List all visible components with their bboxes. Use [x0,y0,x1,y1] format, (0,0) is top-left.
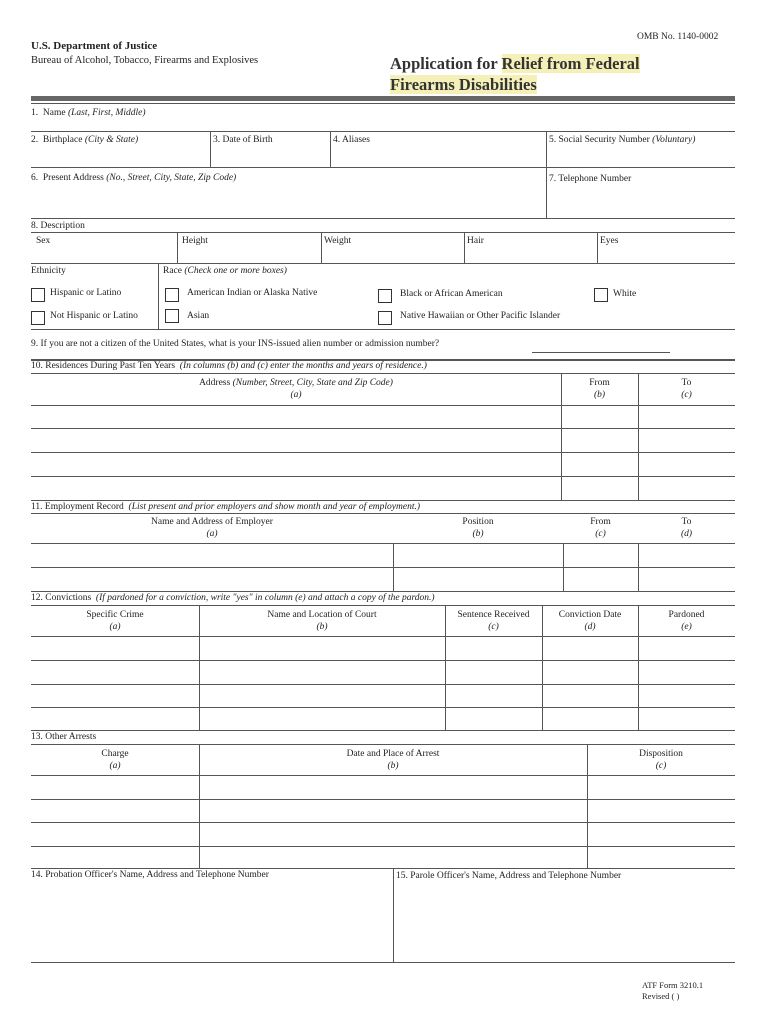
aliases-input[interactable] [333,148,543,164]
col-heading: From [590,517,611,527]
birthplace-input[interactable] [31,148,207,164]
rule [561,373,562,500]
department-name: U.S. Department of Justice [31,40,158,52]
title-part-1: Application for [390,54,502,73]
col-letter: (b) [387,761,399,771]
col-heading: Address [199,378,231,388]
employment-col-from [563,516,638,540]
eyes-input[interactable] [600,248,735,261]
header-rule-thin [31,103,735,104]
alien-number-input[interactable] [532,340,670,353]
col-letter: (a) [109,761,121,771]
telephone-input[interactable] [549,186,735,214]
rule [177,232,178,263]
white-label: White [613,289,637,299]
desc-sex: Sex [36,236,51,246]
rule [638,605,639,730]
rule [199,605,200,730]
col-heading: Charge [101,749,129,759]
white-checkbox[interactable] [594,288,608,302]
col-heading: Date and Place of Arrest [346,749,440,759]
col-letter: (b) [472,529,484,539]
field-5-title: 5. Social Security Number [549,135,650,145]
residences-entry-area[interactable] [31,406,561,500]
field-8-label: 8. Description [31,221,85,231]
col-letter: (a) [290,390,302,400]
address-input[interactable] [31,186,541,214]
race-title: Race [163,266,182,276]
field-6-title: Present Address [42,173,104,183]
convictions-col-crime [31,609,199,633]
employment-col-employer [31,516,393,540]
employment-col-to [638,516,735,540]
col-letter: (a) [109,622,121,632]
desc-weight: Weight [324,236,352,246]
col-heading: Conviction Date [558,610,622,620]
col-letter: (e) [681,622,692,632]
field-3-label: 3. Date of Birth [213,135,273,145]
convictions-col-date [542,609,638,633]
col-letter: (b) [593,390,606,400]
ssn-input[interactable] [549,148,735,164]
employment-col-position [393,516,563,540]
rule [31,605,735,606]
rule [321,232,322,263]
rule [31,500,735,501]
rule [587,744,588,868]
sex-input[interactable] [36,248,174,261]
hair-input[interactable] [467,248,594,261]
form-id: ATF Form 3210.1 [642,980,704,990]
american-indian-checkbox[interactable] [165,288,179,302]
rule [597,232,598,263]
name-input[interactable] [31,119,735,131]
desc-eyes: Eyes [600,236,619,246]
col-letter: (d) [584,622,596,632]
col-heading: To [681,517,692,527]
arrests-col-disposition [587,748,735,772]
field-1-label [31,108,146,118]
weight-input[interactable] [324,248,461,261]
residences-col-address [31,377,561,401]
col-letter: (c) [681,390,692,400]
rule [445,605,446,730]
convictions-col-sentence [445,609,542,633]
rule [638,373,639,500]
convictions-hint: (If pardoned for a conviction, write "yes" in column (e) and attach a copy of the pardon.) [95,593,435,603]
desc-height: Height [182,236,208,246]
col-heading: Sentence Received [457,610,530,620]
field-1-hint: (Last, First, Middle) [67,108,146,118]
american-indian-label: American Indian or Alaska Native [187,288,318,298]
ethnicity-label: Ethnicity [31,266,66,276]
rule [31,232,735,233]
field-2-number: 2. [31,135,39,145]
convictions-title [31,593,435,603]
col-heading: From [589,378,610,388]
convictions-title-text: 12. Convictions [31,593,92,603]
col-letter: (d) [680,529,693,539]
bureau-name: Bureau of Alcohol, Tobacco, Firearms and Explosives [31,55,259,66]
col-letter: (c) [488,622,499,632]
race-label [163,266,287,276]
col-hint: (Number, Street, City, State and Zip Code) [232,378,393,388]
field-9-label: 9. If you are not a citizen of the United States, what is your INS-issued alien number or admission number? [31,339,440,349]
race-hint: (Check one or more boxes) [184,266,287,276]
rule [199,744,200,868]
employment-entry-area[interactable] [31,544,393,591]
col-heading: Name and Location of Court [267,610,377,620]
arrests-col-charge [31,748,199,772]
probation-officer-input[interactable] [31,884,389,958]
rule [31,263,735,264]
title-part-2: Relief from Federal [501,54,640,73]
rule [31,329,735,330]
residences-col-from [561,377,638,401]
not-hispanic-label: Not Hispanic or Latino [50,311,138,321]
field-4-label: 4. Aliases [333,135,370,145]
rule [158,263,159,329]
field-2-hint: (City & State) [84,135,139,145]
rule [31,868,735,869]
hispanic-label: Hispanic or Latino [50,288,122,298]
col-letter: (c) [595,529,606,539]
pacific-islander-checkbox[interactable] [378,311,392,325]
asian-label: Asian [187,311,210,321]
arrests-title: 13. Other Arrests [31,732,97,742]
employment-title-text: 11. Employment Record [31,502,124,512]
col-letter: (c) [655,761,667,771]
residences-title [31,361,427,371]
rule [546,131,547,218]
black-checkbox[interactable] [378,289,392,303]
desc-hair: Hair [467,236,484,246]
employment-hint: (List present and prior employers and show month and year of employment.) [128,502,421,512]
convictions-entry-area[interactable] [31,637,199,730]
rule [330,131,331,167]
col-letter: (b) [316,622,328,632]
field-6-label [31,173,236,183]
omb-number: OMB No. 1140-0002 [637,32,719,42]
probation-officer-label: 14. Probation Officer's Name, Address and Telephone Number [31,870,269,880]
rule [31,730,735,731]
residences-col-to [638,377,735,401]
rule [393,868,394,962]
not-hispanic-checkbox[interactable] [31,311,45,325]
rule [464,232,465,263]
rule [31,218,735,219]
col-heading: To [681,378,692,388]
col-heading: Specific Crime [86,610,144,620]
pacific-islander-label: Native Hawaiian or Other Pacific Islander [400,311,561,321]
field-1-number: 1. [31,108,39,118]
col-heading: Disposition [639,749,683,759]
field-6-number: 6. [31,173,39,183]
asian-checkbox[interactable] [165,309,179,323]
rule [31,744,735,745]
field-1-title: Name [42,108,66,118]
rule [31,373,735,374]
col-heading: Position [462,517,494,527]
black-label: Black or African American [400,289,503,299]
rule [31,131,735,132]
dob-input[interactable] [213,148,327,164]
employment-title [31,502,420,512]
arrests-col-date-place [199,748,587,772]
rule [542,605,543,730]
residences-hint: (In columns (b) and (c) enter the months and years of residence.) [179,361,427,371]
rule [31,591,735,592]
rule [31,962,735,963]
title-line-2: Firearms Disabilities [390,75,537,94]
revision-date: Revised ( ) [642,991,680,1001]
residences-title-text: 10. Residences During Past Ten Years [31,361,176,371]
form-title [390,53,640,95]
parole-officer-input[interactable] [397,884,735,958]
col-heading: Name and Address of Employer [151,517,273,527]
rule [31,513,735,514]
field-5-label [549,135,695,145]
col-heading: Pardoned [668,610,705,620]
arrests-entry-area[interactable] [31,776,199,868]
field-7-label: 7. Telephone Number [549,174,632,184]
parole-officer-label: 15. Parole Officer's Name, Address and Telephone Number [396,871,622,881]
field-2-title: Birthplace [42,135,83,145]
field-6-hint: (No., Street, City, State, Zip Code) [106,173,237,183]
rule [31,167,735,168]
convictions-col-court [199,609,445,633]
hispanic-checkbox[interactable] [31,288,45,302]
height-input[interactable] [182,248,318,261]
header-rule [31,96,735,101]
convictions-col-pardoned [638,609,735,633]
form-number [642,980,703,1002]
field-2-label [31,135,138,145]
field-5-hint: (Voluntary) [652,135,696,145]
col-letter: (a) [206,529,218,539]
rule [210,131,211,167]
